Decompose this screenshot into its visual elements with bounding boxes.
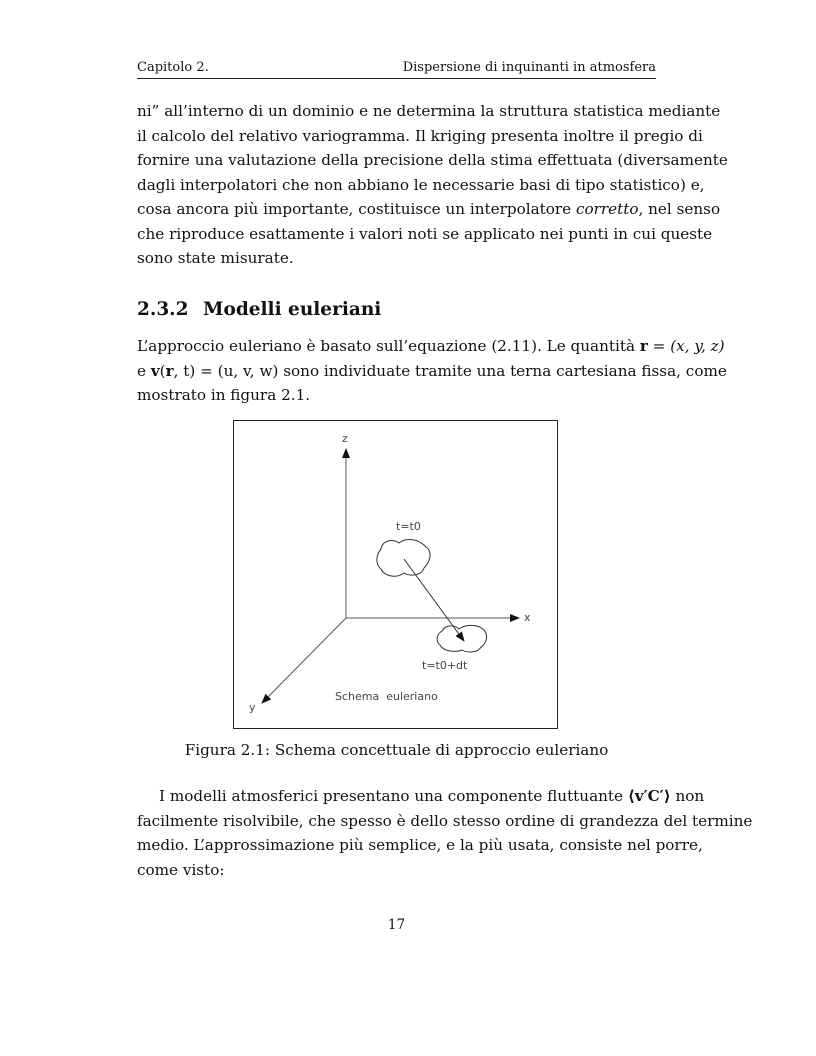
page-number: 17 bbox=[387, 917, 406, 933]
text-line: medio. L’approssimazione più semplice, e la più usata, consiste nel porre, bbox=[137, 836, 703, 854]
text-fragment: e bbox=[137, 361, 151, 380]
section-number: 2.3.2 bbox=[137, 299, 189, 320]
text-line bbox=[137, 334, 725, 359]
text-fragment: , t) = (u, v, w) sono individuate tramite una terna cartesiana fissa, come bbox=[173, 361, 727, 380]
text-fragment: , nel senso bbox=[638, 200, 721, 218]
text-line: dagli interpolatori che non abbiano le necessarie basi di tipo statistico) e, bbox=[137, 175, 705, 194]
section-heading bbox=[137, 299, 381, 320]
header-section-title: Dispersione di inquinanti in atmosfera bbox=[402, 60, 656, 75]
text-fragment: L’approccio euleriano è basato sull’equazione (2.11). Le quantità bbox=[137, 337, 640, 355]
paragraph-eulerian-approach bbox=[137, 334, 727, 408]
label-t0: t=t0 bbox=[396, 520, 421, 533]
label-y: y bbox=[249, 701, 256, 714]
text-fragment: non bbox=[670, 787, 705, 805]
text-line bbox=[137, 784, 705, 809]
text-fragment: cosa ancora più importante, costituisce un interpolatore bbox=[137, 200, 576, 218]
vector-r: r bbox=[639, 337, 648, 355]
vector-r: r bbox=[165, 361, 174, 380]
text-line: facilmente risolvibile, che spesso è dello stesso ordine di grandezza del termine bbox=[137, 811, 753, 830]
paragraph-kriging bbox=[137, 99, 728, 271]
header-chapter: Capitolo 2. bbox=[137, 60, 209, 75]
text-line: come visto: bbox=[137, 860, 225, 879]
text-line: mostrato in figura 2.1. bbox=[137, 386, 311, 404]
figure-eulerian-scheme bbox=[233, 420, 558, 729]
figure-caption: Figura 2.1: Schema concettuale di approccio euleriano bbox=[184, 741, 609, 759]
math-fragment: = (x, y, z) bbox=[647, 337, 725, 355]
math-fragment: ( bbox=[159, 361, 166, 380]
text-fragment: I modelli atmosferici presentano una componente fluttuante bbox=[159, 787, 628, 805]
paragraph-atmospheric-models bbox=[137, 784, 753, 882]
label-t0dt: t=t0+dt bbox=[422, 659, 468, 672]
displacement-arrow bbox=[404, 559, 464, 641]
vector-v: v bbox=[150, 361, 160, 380]
text-line: sono state misurate. bbox=[137, 249, 294, 267]
text-line bbox=[137, 359, 727, 384]
italic-term: corretto bbox=[575, 200, 639, 218]
running-header bbox=[137, 58, 656, 79]
text-line bbox=[137, 197, 721, 222]
text-line: ni” all’interno di un dominio e ne determina la struttura statistica mediante bbox=[137, 102, 721, 120]
puff-t0 bbox=[377, 540, 430, 577]
section-title: Modelli euleriani bbox=[203, 299, 382, 320]
label-schema: Schema euleriano bbox=[335, 690, 438, 703]
y-axis bbox=[262, 618, 346, 703]
text-line: fornire una valutazione della precisione della stima effettuata (diversamente bbox=[137, 151, 728, 169]
text-line: il calcolo del relativo variogramma. Il kriging presenta inoltre il pregio di bbox=[137, 126, 703, 145]
math-expression: ⟨v′C′⟩ bbox=[627, 787, 671, 805]
label-x: x bbox=[524, 611, 531, 624]
label-z: z bbox=[342, 432, 348, 445]
figure-diagram bbox=[234, 421, 559, 730]
text-line: che riproduce esattamente i valori noti se applicato nei punti in cui queste bbox=[137, 224, 713, 243]
